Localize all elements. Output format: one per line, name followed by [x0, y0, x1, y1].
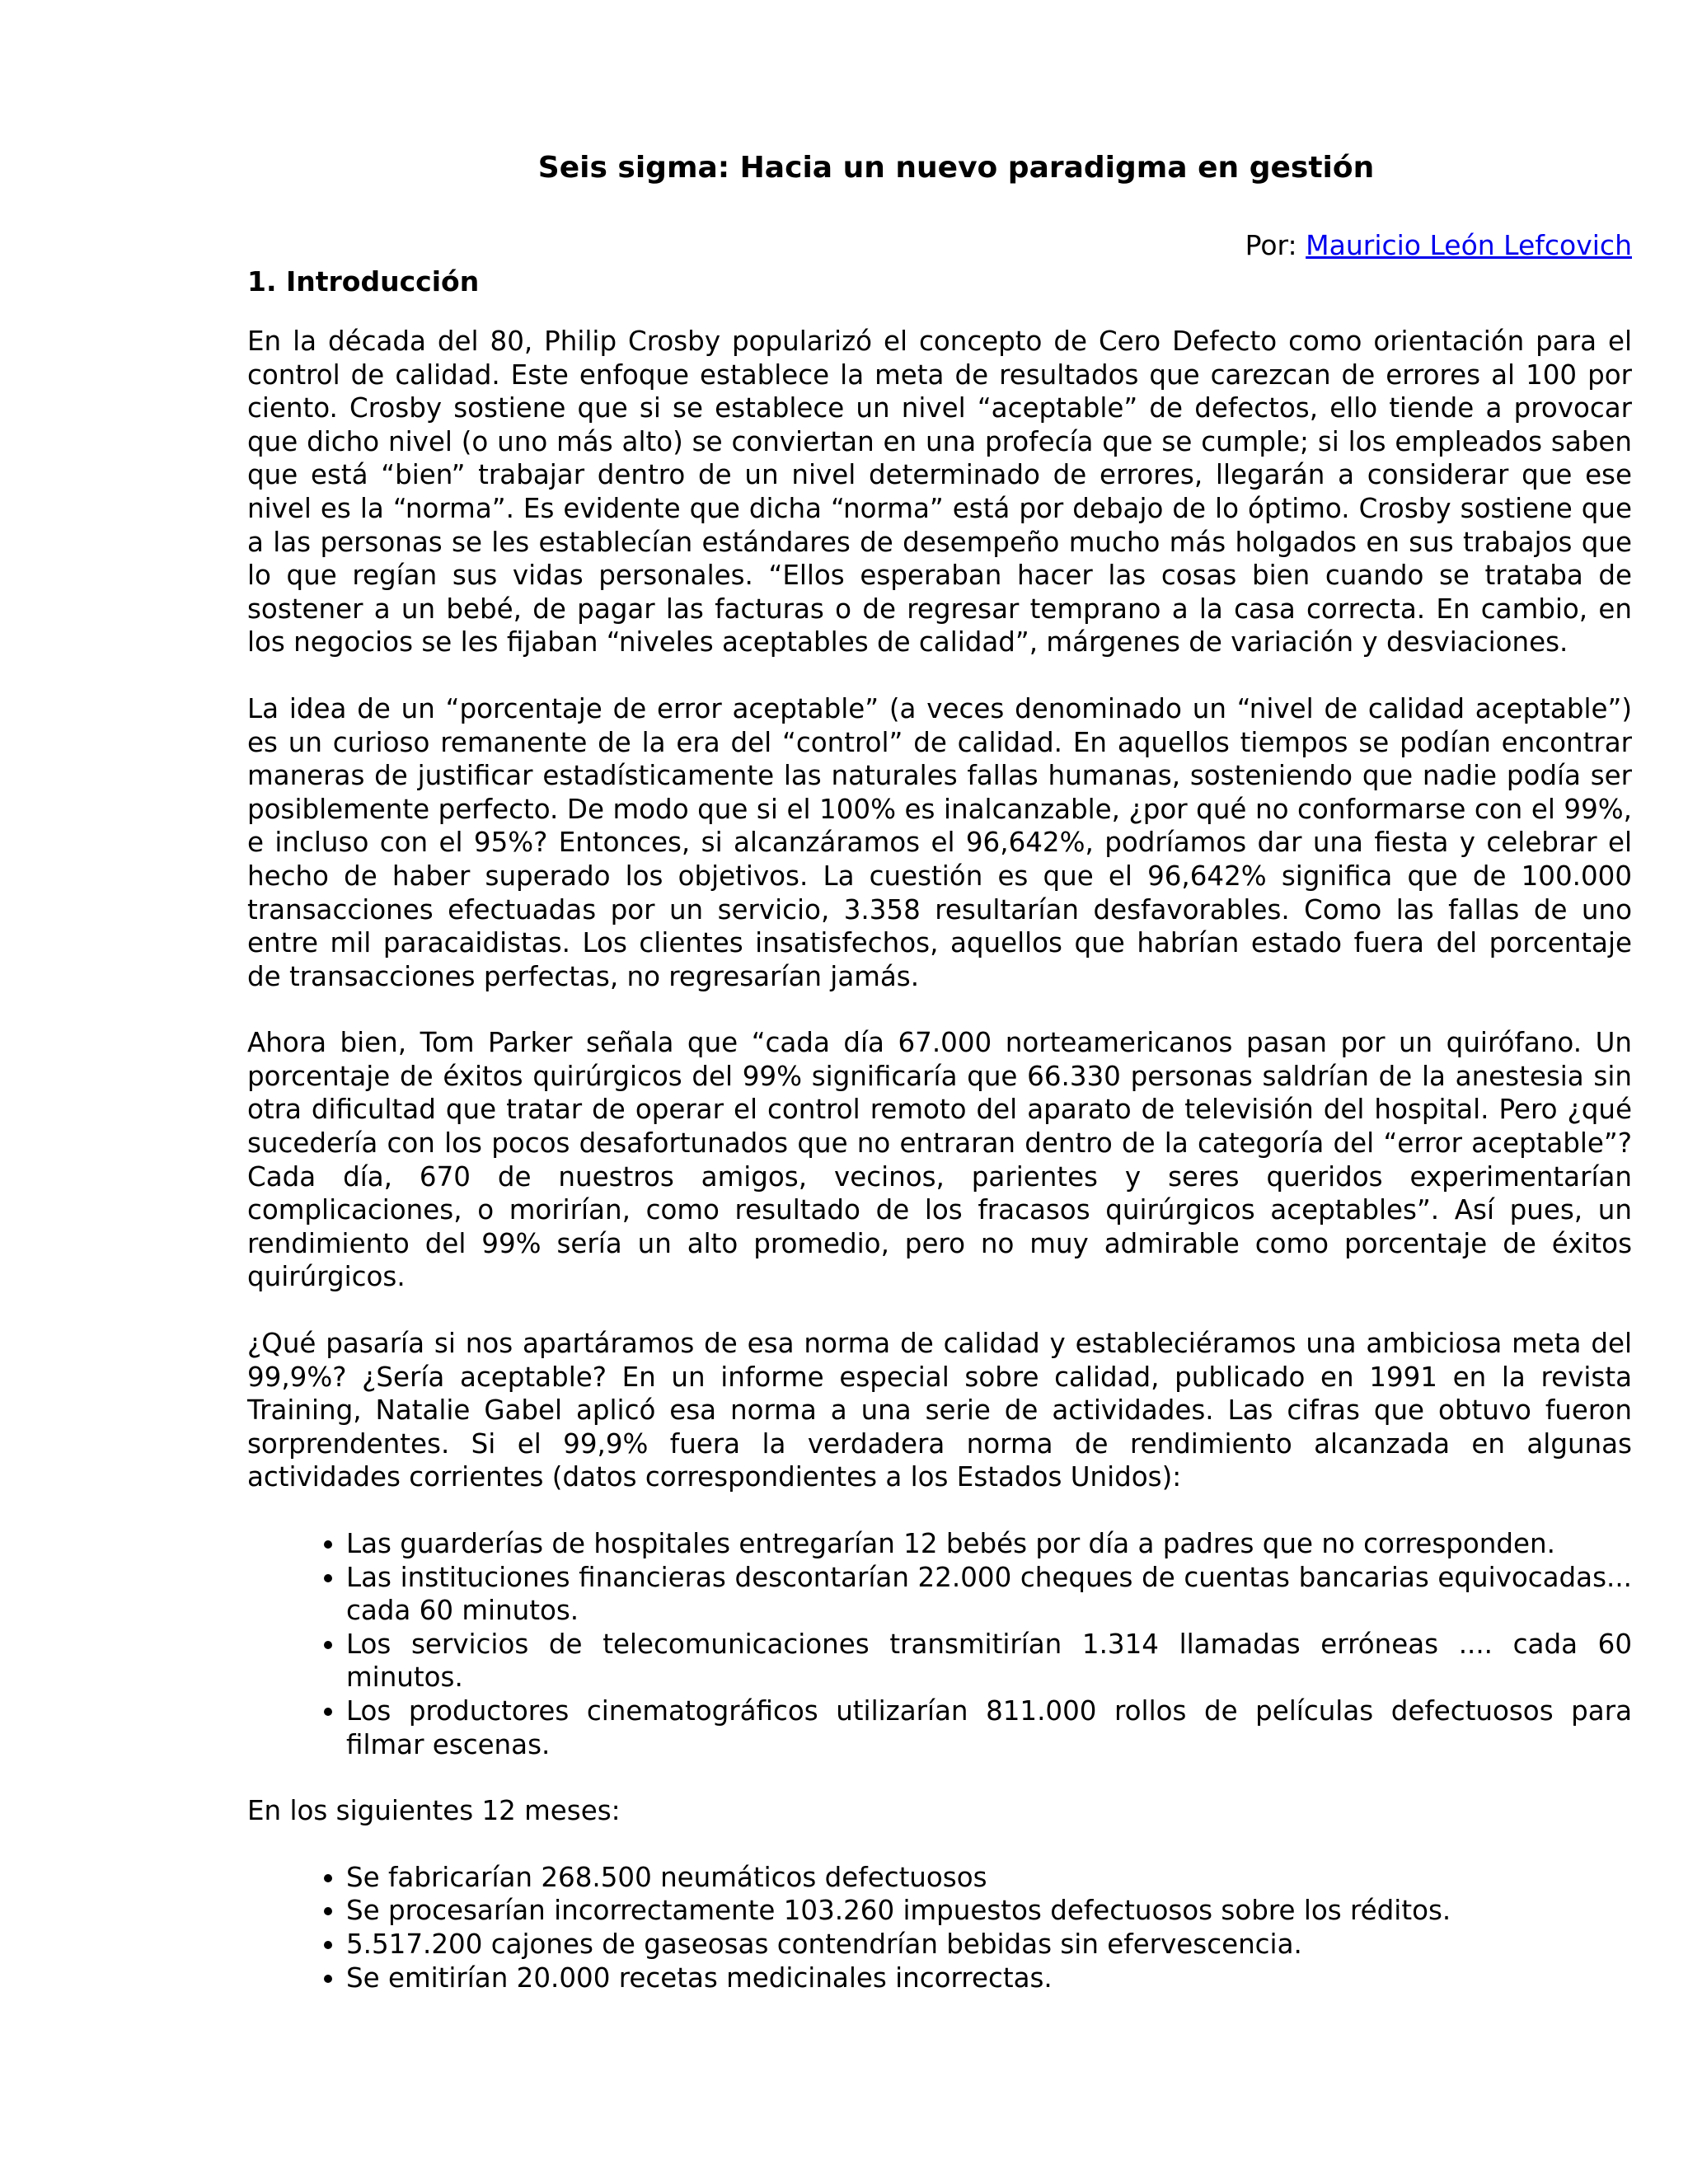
list-item: • Los productores cinematográficos utilizarían 811.000 rollos de películas defectuosos para filmar escenas. — [346, 1694, 1632, 1761]
list-item: • Se emitirían 20.000 recetas medicinales incorrectas. — [346, 1961, 1632, 1995]
list-item: • Las guarderías de hospitales entregarían 12 bebés por día a padres que no corresponden. — [346, 1527, 1632, 1561]
section-heading: 1. Introducción — [247, 265, 480, 298]
list-item: • 5.517.200 cajones de gaseosas contendrían bebidas sin efervescencia. — [346, 1928, 1632, 1961]
byline — [247, 229, 1632, 262]
paragraph: ¿Qué pasaría si nos apartáramos de esa norma de calidad y estableciéramos una ambiciosa meta del 99,9%? ¿Sería aceptable? En un informe especial sobre calidad, publicado en 1991 en la revista Training, Natalie Gabel aplicó esa norma a una serie de actividades. Las cifras que obtuvo fueron sorprendentes. Si el 99,9% fuera la verdadera norma de rendimiento alcanzada en algunas actividades corrientes (datos correspondientes a los Estados Unidos): — [247, 1328, 1632, 1493]
bullet-list-yearly — [247, 1861, 1632, 1994]
list-item: • Las instituciones financieras descontarían 22.000 cheques de cuentas bancarias equivocadas... cada 60 minutos. — [346, 1561, 1632, 1628]
paragraph: La idea de un “porcentaje de error aceptable” (a veces denominado un “nivel de calidad aceptable”) es un curioso remanente de la era del “control” de calidad. En aquellos tiempos se podían encontrar maneras de justificar estadísticamente las naturales fallas humanas, sosteniendo que nadie podía ser posiblemente perfecto. De modo que si el 100% es inalcanzable, ¿por qué no conformarse con el 99%, e incluso con el 95%? Entonces, si alcanzáramos el 96,642%, podríamos dar una fiesta y celebrar el hecho de haber superado los objetivos. La cuestión es que el 96,642% significa que de 100.000 transacciones efectuadas por un servicio, 3.358 resultarían desfavorables. Como las fallas de uno entre mil paracaidistas. Los clientes insatisfechos, aquellos que habrían estado fuera del porcentaje de transacciones perfectas, no regresarían jamás. — [247, 692, 1632, 992]
paragraph: Ahora bien, Tom Parker señala que “cada día 67.000 norteamericanos pasan por un quirófano. Un porcentaje de éxitos quirúrgicos del 99% significaría que 66.330 personas saldrían de la anestesia sin otra dificultad que tratar de operar el control remoto del aparato de televisión del hospital. Pero ¿qué sucedería con los pocos desafortunados que no entraran dentro de la categoría del “error aceptable”? Cada día, 670 de nuestros amigos, vecinos, parientes y seres queridos experimentarían complicaciones, o morirían, como resultado de los fracasos quirúrgicos aceptables”. Así pues, un rendimiento del 99% sería un alto promedio, pero no muy admirable como porcentaje de éxitos quirúrgicos. — [247, 1027, 1632, 1293]
bullet-list-daily — [247, 1527, 1632, 1761]
page-title: Seis sigma: Hacia un nuevo paradigma en gestión — [537, 151, 1375, 185]
document-page — [247, 148, 1632, 2027]
paragraph: En la década del 80, Philip Crosby popularizó el concepto de Cero Defecto como orientación para el control de calidad. Este enfoque establece la meta de resultados que carezcan de errores al 100 por ciento. Crosby sostiene que si se establece un nivel “aceptable” de defectos, ello tiende a provocar que dicho nivel (o uno más alto) se conviertan en una profecía que se cumple; si los empleados saben que está “bien” trabajar dentro de un nivel determinado de errores, llegarán a considerar que ese nivel es la “norma”. Es evidente que dicha “norma” está por debajo de lo óptimo. Crosby sostiene que a las personas se les establecían estándares de desempeño mucho más holgados en sus trabajos que lo que regían sus vidas personales. “Ellos esperaban hacer las cosas bien cuando se trataba de sostener a un bebé, de pagar las facturas o de regresar temprano a la casa correcta. En cambio, en los negocios se les fijaban “niveles aceptables de calidad”, márgenes de variación y desviaciones. — [247, 326, 1632, 658]
paragraph: En los siguientes 12 meses: — [247, 1795, 621, 1827]
list-item: • Se procesarían incorrectamente 103.260 impuestos defectuosos sobre los réditos. — [346, 1894, 1632, 1928]
byline-prefix: Por: — [1245, 229, 1306, 261]
list-item: • Se fabricarían 268.500 neumáticos defectuosos — [346, 1861, 1632, 1895]
list-item: • Los servicios de telecomunicaciones transmitirían 1.314 llamadas erróneas .... cada 60 minutos. — [346, 1628, 1632, 1694]
author-link[interactable]: Mauricio León Lefcovich — [1306, 229, 1632, 261]
